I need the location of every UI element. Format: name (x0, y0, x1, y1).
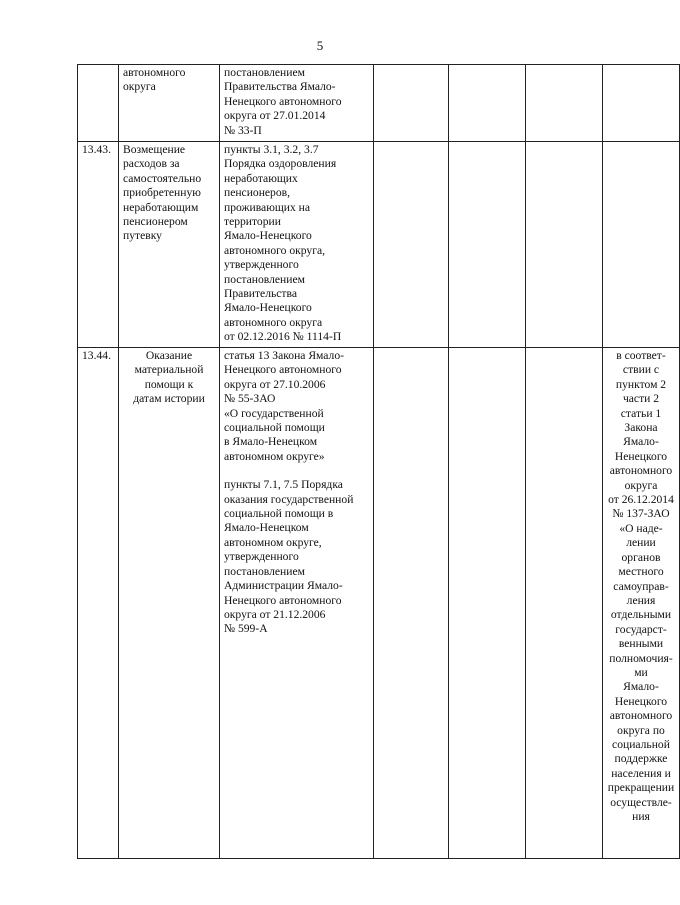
empty-cell (526, 142, 603, 348)
note-cell: в соответ- ствии с пунктом 2 части 2 статьи 1 Закона Ямало- Ненецкого автономного округа от 26.12.2014 № 137-ЗАО «О наде- лении органов местного самоуправ- ления отдельными государст- венными полномочия- ми Ямало- Ненецкого автономного округа по социальной поддержке населения и прекращении осуществле- ния (603, 348, 680, 859)
services-table (77, 64, 680, 859)
service-name: автономного округа (119, 65, 220, 142)
table-row (78, 348, 680, 859)
empty-cell (449, 65, 526, 142)
note-cell (603, 65, 680, 142)
legal-basis-text: пункты 3.1, 3.2, 3.7 Порядка оздоровления неработающих пенсионеров, проживающих на территории Ямало-Ненецкого автономного округа, утвержденного постановлением Правительства Ямало-Ненецкого автономного округа от 02.12.2016 № 1114-П (224, 143, 342, 344)
empty-cell (374, 65, 449, 142)
empty-cell (449, 348, 526, 859)
note-cell (603, 142, 680, 348)
legal-basis (220, 142, 374, 348)
legal-basis (220, 65, 374, 142)
service-name: Возмещение расходов за самостоятельно приобретенную неработающим пенсионером путевку (119, 142, 220, 348)
row-number: 13.44. (78, 348, 119, 859)
empty-cell (449, 142, 526, 348)
service-name: Оказание материальной помощи к датам истории (119, 348, 220, 859)
row-number: 13.43. (78, 142, 119, 348)
table-row (78, 65, 680, 142)
legal-basis (220, 348, 374, 859)
legal-basis-text: постановлением Правительства Ямало- Ненецкого автономного округа от 27.01.2014 № 33-П (224, 66, 342, 137)
empty-cell (526, 348, 603, 859)
legal-basis-text: статья 13 Закона Ямало- Ненецкого автономного округа от 27.10.2006 № 55-ЗАО «О государственной социальной помощи в Ямало-Ненецком автономном округе» (224, 349, 345, 463)
table-row (78, 142, 680, 348)
empty-cell (374, 348, 449, 859)
legal-basis-text-2: пункты 7.1, 7.5 Порядка оказания государственной социальной помощи в Ямало-Ненецком автономном округе, утвержденного постановлением Администрации Ямало- Ненецкого автономного округа от 21.12.2006 № 599-А (224, 478, 354, 636)
empty-cell (526, 65, 603, 142)
row-number (78, 65, 119, 142)
page-number: 5 (316, 38, 324, 53)
empty-cell (374, 142, 449, 348)
